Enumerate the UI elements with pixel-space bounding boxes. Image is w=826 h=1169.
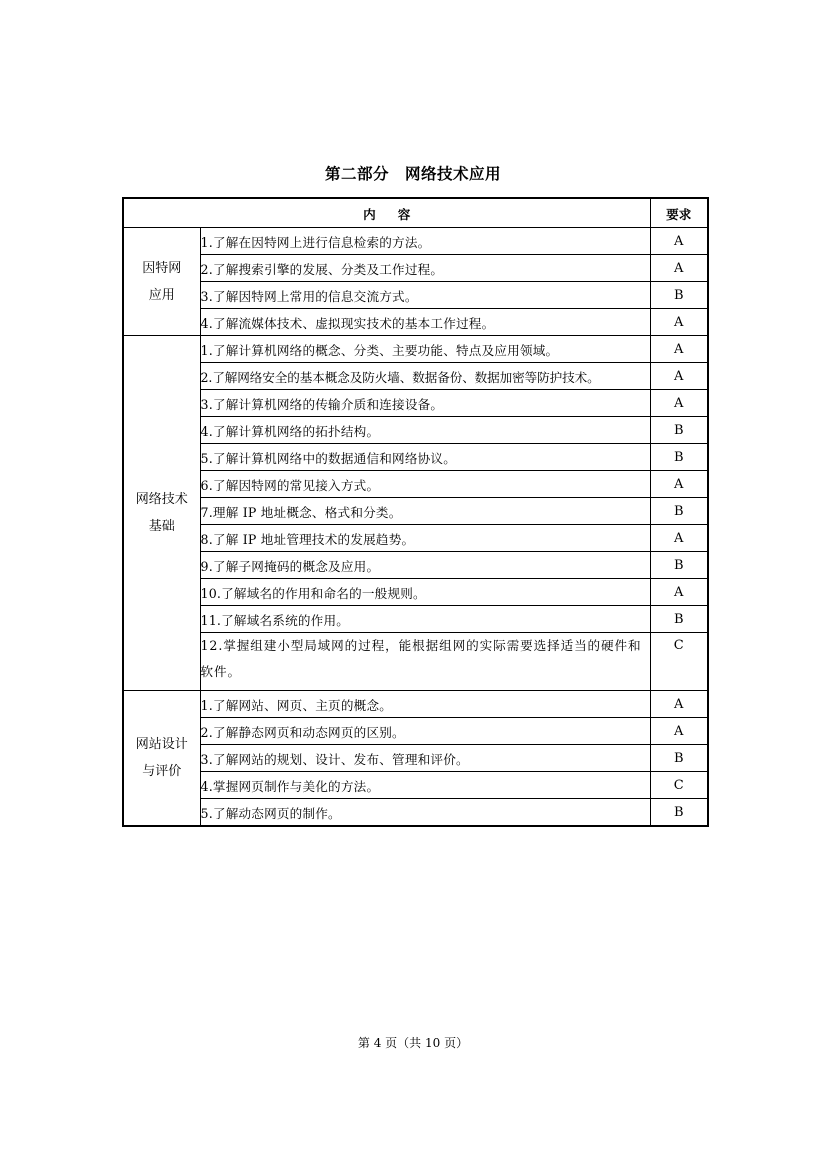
table-row <box>123 498 708 525</box>
table-row <box>123 799 708 827</box>
table-row <box>123 691 708 718</box>
table-row <box>123 579 708 606</box>
table-row <box>123 471 708 498</box>
item-requirement: A <box>650 336 708 363</box>
table-row <box>123 282 708 309</box>
table-row <box>123 228 708 255</box>
item-requirement: A <box>650 255 708 282</box>
table-row <box>123 336 708 363</box>
item-text: 4.了解流媒体技术、虚拟现实技术的基本工作过程。 <box>200 309 650 336</box>
requirements-table <box>122 197 709 827</box>
table-row <box>123 309 708 336</box>
item-requirement: C <box>650 633 708 691</box>
table-header-row <box>123 198 708 228</box>
part-label: 第二部分 <box>324 165 389 183</box>
item-text: 5.了解动态网页的制作。 <box>200 799 650 827</box>
item-text: 11.了解域名系统的作用。 <box>200 606 650 633</box>
item-requirement: B <box>650 444 708 471</box>
item-text: 7.理解 IP 地址概念、格式和分类。 <box>200 498 650 525</box>
item-text: 10.了解域名的作用和命名的一般规则。 <box>200 579 650 606</box>
item-requirement: A <box>650 309 708 336</box>
table-row <box>123 363 708 390</box>
item-text: 5.了解计算机网络中的数据通信和网络协议。 <box>200 444 650 471</box>
table-row <box>123 444 708 471</box>
item-text: 2.了解搜索引擎的发展、分类及工作过程。 <box>200 255 650 282</box>
item-text: 12.掌握组建小型局域网的过程，能根据组网的实际需要选择适当的硬件和软件。 <box>200 633 650 691</box>
item-requirement: A <box>650 390 708 417</box>
item-text: 2.了解静态网页和动态网页的区别。 <box>200 718 650 745</box>
item-text: 3.了解计算机网络的传输介质和连接设备。 <box>200 390 650 417</box>
table-row <box>123 255 708 282</box>
item-requirement: A <box>650 579 708 606</box>
table-row <box>123 417 708 444</box>
item-text: 1.了解计算机网络的概念、分类、主要功能、特点及应用领域。 <box>200 336 650 363</box>
item-text: 4.掌握网页制作与美化的方法。 <box>200 772 650 799</box>
category-cell: 网络技术 基础 <box>123 336 200 691</box>
requirement-header: 要求 <box>650 198 708 228</box>
page-title <box>0 162 826 184</box>
category-cell: 因特网 应用 <box>123 228 200 336</box>
page-footer: 第 4 页（共 10 页） <box>357 1036 469 1050</box>
category-cell: 网站设计 与评价 <box>123 691 200 827</box>
item-requirement: A <box>650 228 708 255</box>
item-text: 1.了解在因特网上进行信息检索的方法。 <box>200 228 650 255</box>
item-requirement: B <box>650 498 708 525</box>
item-text: 3.了解因特网上常用的信息交流方式。 <box>200 282 650 309</box>
item-requirement: A <box>650 718 708 745</box>
item-requirement: B <box>650 799 708 827</box>
table-row <box>123 552 708 579</box>
table-row <box>123 718 708 745</box>
item-requirement: A <box>650 525 708 552</box>
table-row <box>123 606 708 633</box>
item-requirement: B <box>650 606 708 633</box>
part-name: 网络技术应用 <box>405 165 502 183</box>
item-requirement: B <box>650 552 708 579</box>
item-requirement: B <box>650 282 708 309</box>
table-row <box>123 633 708 691</box>
item-requirement: A <box>650 363 708 390</box>
table-row <box>123 390 708 417</box>
item-text: 3.了解网站的规划、设计、发布、管理和评价。 <box>200 745 650 772</box>
item-requirement: A <box>650 471 708 498</box>
item-text: 1.了解网站、网页、主页的概念。 <box>200 691 650 718</box>
table-row <box>123 772 708 799</box>
table-row <box>123 525 708 552</box>
item-text: 2.了解网络安全的基本概念及防火墙、数据备份、数据加密等防护技术。 <box>200 363 650 390</box>
item-text: 4.了解计算机网络的拓扑结构。 <box>200 417 650 444</box>
item-requirement: A <box>650 691 708 718</box>
table-row <box>123 745 708 772</box>
content-header: 内 容 <box>123 198 650 228</box>
item-requirement: B <box>650 745 708 772</box>
item-text: 6.了解因特网的常见接入方式。 <box>200 471 650 498</box>
item-text: 9.了解子网掩码的概念及应用。 <box>200 552 650 579</box>
item-requirement: B <box>650 417 708 444</box>
item-text: 8.了解 IP 地址管理技术的发展趋势。 <box>200 525 650 552</box>
item-requirement: C <box>650 772 708 799</box>
